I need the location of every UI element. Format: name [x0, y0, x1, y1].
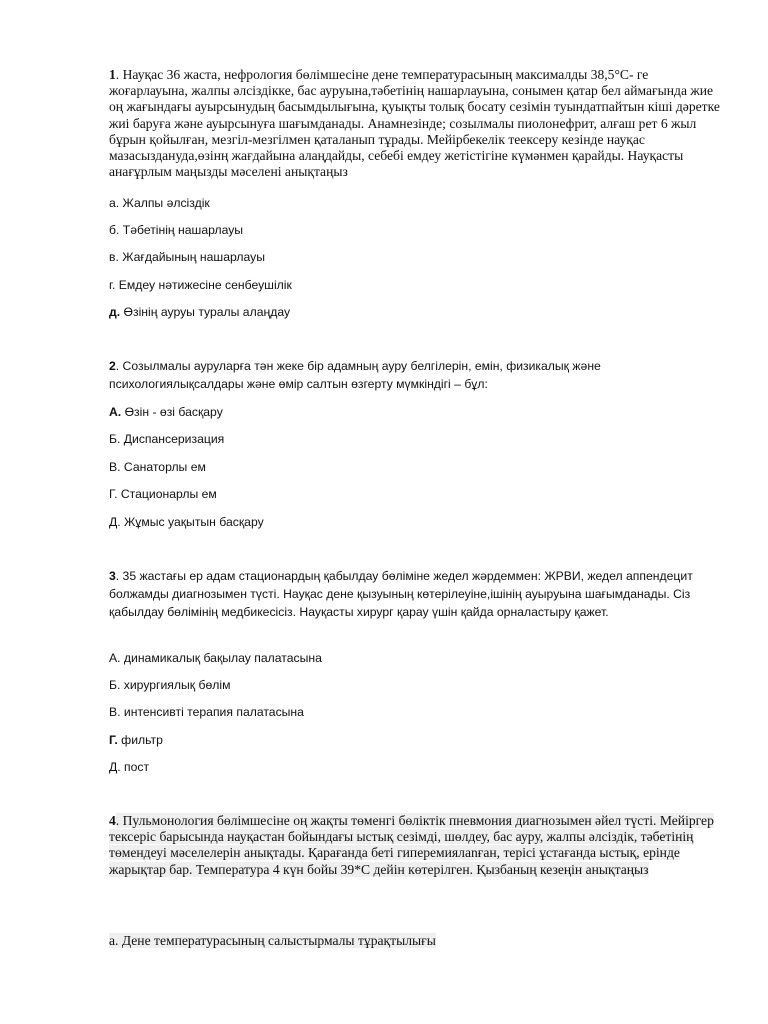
question-4	[109, 813, 721, 878]
option-2b: Б. Диспансеризация	[109, 432, 225, 446]
option-1e: д. Өзінің ауруы туралы алаңдау	[109, 305, 291, 319]
option-2d: Г. Стационарлы ем	[109, 487, 217, 501]
question-1-text: 1. Науқас 36 жаста, нефрология бөлімшесіне дене температурасының максималды 38,5°С- ге жоғарлауына, жалпы әлсіздікке, бас ауруына,тәбетінің нашарлауына, сонымен қатар бел аймағында жие оң жағындағы ауырсынудың басымдылығына, қуықты толық босату сезімін туындатпайтын кіші дәретке жиі баруға және ауырсынуға шағымданады. Анамнезінде; созылмалы пиолонефрит, алғаш рет 6 жыл бұрын қойылған, мезгіл-мезгілмен қаталанып тұрады. Мейірбекелік теексеру кезінде науқас мазасызданудa,өзінң жағдайына алаңдайды, себебі емдеу жетістігіне күмәнмен қарайды. Науқасты анағұрлым маңызды мәселені анықтаңыз	[109, 67, 720, 180]
option-4a: а. Дене температурасының салыстырмалы тұрақтылығы	[109, 933, 436, 948]
option-1a: а. Жалпы әлсіздік	[109, 196, 210, 210]
option-3b: Б. хирургиялық бөлім	[109, 678, 231, 692]
question-number: 4	[109, 813, 116, 828]
question-2	[109, 357, 721, 393]
question-1	[109, 67, 721, 180]
option-2c: В. Санаторлы ем	[109, 460, 206, 474]
option-2a: А. Өзін - өзі басқару	[109, 405, 223, 419]
option-3a: А. динамикалық бақылау палатасына	[109, 651, 322, 665]
question-number: 2	[109, 359, 116, 373]
question-number: 1	[109, 67, 116, 82]
question-3	[109, 567, 721, 621]
question-3-text: 3. 35 жастағы ер адам стационардың қабылдау бөліміне жедел жәрдеммен: ЖРВИ, жедел аппендецит болжамды диагнозымен түсті. Науқас дене қызуының көтерілеуіне,ішінің ауыруына шағымданады. Сіз қабылдау бөлімінің медбикесісіз. Науқасты хирург қарау үшін қайда орналастыру қажет.	[109, 569, 693, 619]
option-1b: б. Тәбетінің нашарлауы	[109, 223, 244, 237]
question-4-text: 4. Пульмонология бөлімшесіне оң жақты төменгі бөліктік пневмония диагнозымен әйел түсті. Мейіргер тексеріс барысында науқастан бойындағы ыстық сезімді, шөлдеу, бас ауру, жалпы әлсіздік, тәбетінің төмендеуі мәселелерін анықтады. Қарағанда беті гиперемиялanған, терісі ұстағанда ыстық, ерінде жарықтар бар. Температура 4 күн бойы 39*С дейін көтерілген. Қызбаның кезеңін анықтаңыз	[109, 813, 714, 877]
option-3d: Г. фильтр	[109, 733, 163, 747]
option-2e: Д. Жұмыс уақытын басқару	[109, 515, 264, 529]
option-3e: Д. пост	[109, 760, 150, 774]
question-2-text: 2. Созылмалы ауруларға тән жеке бір адамның ауру белгілерін, емін, физикалық және психологиялықсалдары және өмір салтын өзгерту мүмкіндігі – бұл:	[109, 359, 601, 391]
question-number: 3	[109, 569, 116, 583]
option-1c: в. Жағдайының нашарлауы	[109, 250, 265, 264]
option-1d: г. Емдеу нәтижесіне сенбеушілік	[109, 278, 292, 292]
option-3c: В. интенсивті терапия палатасына	[109, 705, 304, 719]
